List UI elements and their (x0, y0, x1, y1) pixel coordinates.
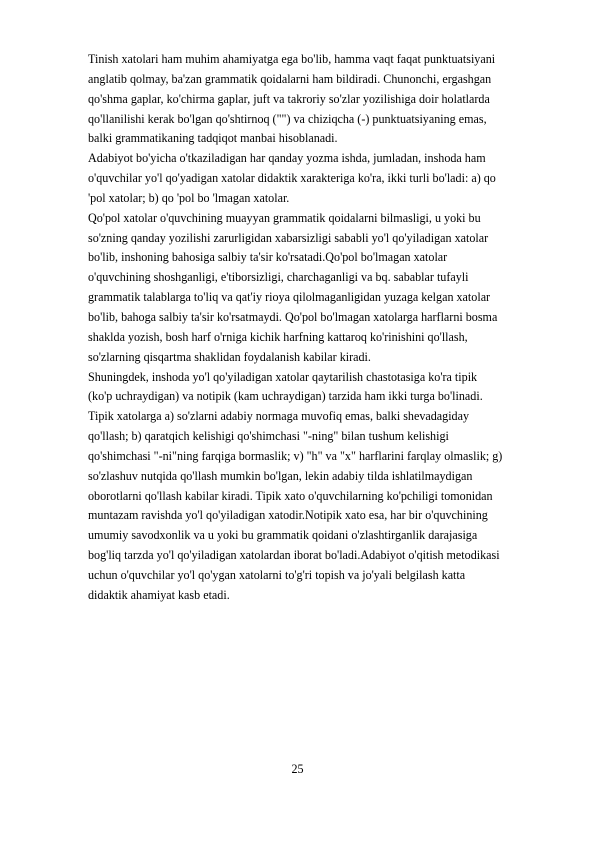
text-line: so'zning qanday yozilishi zarurligidan xabarsizligi sababli yo'l qo'yiladigan xatolar (88, 230, 489, 245)
text-line: o'quvchilar yo'l qo'yadigan xatolar didaktik xarakteriga ko'ra, ikki turli bo'ladi: a) qo (88, 171, 496, 186)
text-line: grammatik talablarga to'liq va qat'iy rioya qilolmaganligidan yuzaga kelgan xatolar (88, 290, 491, 305)
text-line: bo'lib, inshoning bahosiga salbiy ta'sir ko'rsatadi.Qo'pol bo'lmagan xatolar (88, 250, 448, 265)
text-line: Shuningdek, inshoda yo'l qo'yiladigan xatolar qaytarilish chastotasiga ko'ra tipik (88, 369, 478, 384)
text-line: qo'llash; b) qaratqich kelishigi qo'shimchasi "-ning" bilan tushum kelishigi (88, 429, 449, 444)
body-text (88, 50, 568, 606)
text-line: anglatib qolmay, ba'zan grammatik qoidalarni ham bildiradi. Chunonchi, ergashgan (88, 71, 492, 86)
text-line: uchun o'quvchilar yo'l qo'ygan xatolarni to'g'ri topish va jo'yali belgilash katta (88, 567, 466, 582)
text-line: qo'llanilishi kerak bo'lgan qo'shtirnoq ("") va chiziqcha (-) punktuatsiyaning emas, (88, 111, 487, 126)
text-line: bog'liq tarzda yo'l qo'yiladigan xatolardan iborat bo'ladi.Adabiyot o'qitish metodikasi (88, 548, 500, 563)
text-line: Tinish xatolari ham muhim ahamiyatga ega bo'lib, hamma vaqt faqat punktuatsiyani (88, 52, 496, 66)
text-line: (ko'p uchraydigan) va notipik (kam uchraydigan) tarzida ham ikki turga bo'linadi. (88, 389, 483, 404)
text-line: 'pol xatolar; b) qo 'pol bo 'lmagan xatolar. (88, 190, 290, 205)
text-line: bo'lib, bahoga salbiy ta'sir ko'rsatmaydi. Qo'pol bo'lmagan xatolarga harflarni bosma (88, 309, 498, 324)
text-line: Qo'pol xatolar o'quvchining muayyan grammatik qoidalarni bilmasligi, u yoki bu (88, 210, 481, 225)
text-line: so'zlarning qisqartma shaklidan foydalanish kabilar kiradi. (88, 349, 371, 364)
text-line: Tipik xatolarga a) so'zlarni adabiy normaga muvofiq emas, balki shevadagiday (88, 409, 470, 424)
text-line: o'quvchining shoshganligi, e'tiborsizligi, charchaganligi va bq. sabablar tufayli (88, 270, 469, 285)
text-line: shaklda yozish, bosh harf o'rniga kichik harfning kattaroq ko'rinishini qo'llash, (88, 329, 468, 344)
text-line: muntazam ravishda yo'l qo'yiladigan xatodir.Notipik xato esa, har bir o'quvchining (88, 508, 488, 523)
text-line: qo'shma gaplar, ko'chirma gaplar, juft va takroriy so'zlar yozilishiga doir holatlarda (88, 91, 490, 106)
text-line: didaktik ahamiyat kasb etadi. (88, 587, 230, 602)
text-line: Adabiyot bo'yicha o'tkaziladigan har qanday yozma ishda, jumladan, inshoda ham (88, 151, 486, 166)
text-line: qo'shimchasi "-ni"ning farqiga bormaslik; v) "h" va "x" harflarini farqlay olmaslik; g) (88, 448, 503, 463)
text-line: balki grammatikaning tadqiqot manbai hisoblanadi. (88, 131, 338, 146)
text-line: umumiy savodxonlik va u yoki bu grammatik qoidani o'zlashtirganlik darajasiga (88, 528, 478, 543)
text-line: so'zlashuv nutqida qo'llash mumkin bo'lgan, lekin adabiy tilda ishlatilmaydigan (88, 468, 473, 483)
text-line: oborotlarni qo'llash kabilar kiradi. Tipik xato o'quvchilarning ko'pchiligi tomonidan (88, 488, 493, 503)
page-number: 25 (291, 762, 304, 776)
